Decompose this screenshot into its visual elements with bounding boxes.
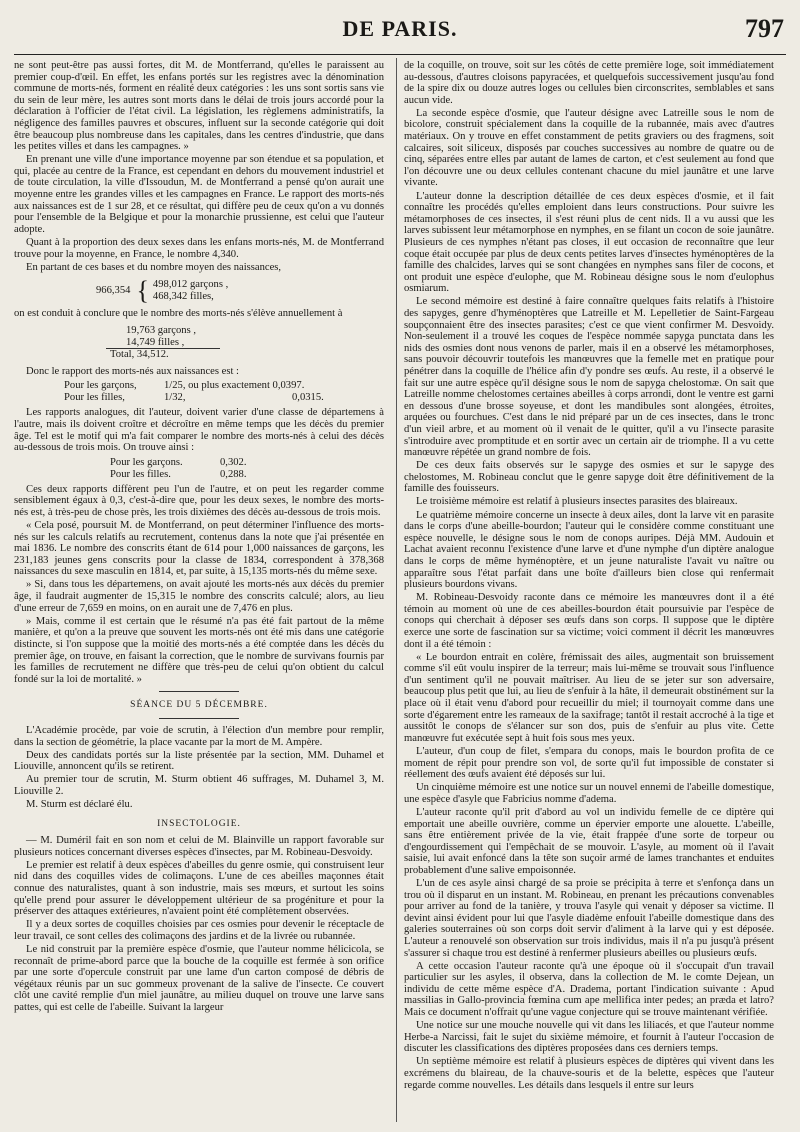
ratio-girls-label: Pour les filles, bbox=[64, 392, 125, 404]
stillborn-girls: 14,749 filles , bbox=[126, 336, 185, 348]
paragraph: — M. Duméril fait en son nom et celui de M. Blainville un rapport favorable sur plusieurs notices concernant diverses espèces d'insectes, par M. Robineau-Desvoidy. bbox=[14, 835, 384, 858]
births-girls: 468,342 filles, bbox=[152, 290, 214, 302]
paragraph: Un cinquième mémoire est une notice sur un nouvel ennemi de l'abeille domestique, une espèce d'asyle que Fabricius nomme d'adema. bbox=[404, 782, 774, 805]
paragraph: L'un de ces asyle ainsi chargé de sa proie se précipita à terre et s'enfonça dans un trou où il disparut en un instant. M. Robineau, en prenant les précautions convenables pour arriver au fond de la tanière, y trouva l'asyle qui venait y déposer sa victime. Il devint ainsi évident pour lui que l'asyle diadème enfouit l'abeille domestique dans des galeries souterraines où son corps doit servir d'aliment à la larve qui y est déposée. L'auteur a renouvelé son observation sur trois individus, mais il n'a pu jusqu'à présent s'assurer si chaque trou est destiné à renfermer plusieurs abeilles ou plusieurs œufs. bbox=[404, 877, 774, 959]
stillborn-total: Total, 34,512. bbox=[106, 348, 220, 361]
paragraph: En partant de ces bases et du nombre moyen des naissances, bbox=[26, 261, 282, 273]
paragraph: ne sont peut-être pas aussi fortes, dit M. de Montferrand, qu'elles le paraissent au premier coup-d'œil. En effet, les enfans portés sur les registres avec la dénomination commune de morts-nés, forment en réalité deux catégories : les uns sont sortis sans vie du sein de leur mère, les autres sont morts dans le délai de trois jours accordé pour la déclaration à l'officier de l'état civil. La législation, les règlemens administratifs, la négligence des familles pauvres et obscures, influent sur la seconde catégorie qui doit être beaucoup plus nombreuse dans les capitales, dans les centres d'industrie, que dans les petites villes et dans les campagnes. » bbox=[14, 60, 384, 153]
paragraph: Les rapports analogues, dit l'auteur, doivent varier d'une classe de départemens à l'autre, mais ils doivent croître et décroître en même temps que les décès du premier âge. Tel est le motif qui m'a fait comparer le nombre des morts-nés à celui des décès au-dessous de trois mois. On trouve ainsi : bbox=[14, 407, 384, 454]
paragraph: En prenant une ville d'une importance moyenne par son étendue et sa population, et qui, placée au centre de la France, est cependant en dehors du mouvement industriel et de toute circulation, la ville d'Issoudun, M. de Montferrand a pensé qu'on aurait une moyenne entre les grandes villes et les campagnes en France. Le rapport des morts-nés aux naissances est de 1 sur 28, et ce résultat, qui diffère peu de ceux qu'on a vu donnés pour l'ensemble de la Belgique et pour la monarchie prussienne, est celui que l'auteur adopte. bbox=[14, 154, 384, 235]
column-divider bbox=[396, 58, 397, 1122]
left-column bbox=[14, 60, 384, 1120]
paragraph: L'Académie procède, par voie de scrutin, à l'élection d'un membre pour remplir, dans la section de géométrie, la place vacante par la mort de M. Ampère. bbox=[14, 724, 384, 748]
paragraph: « Le bourdon entrait en colère, frémissait des ailes, augmentait son bruissement comme s'il eût voulu inspirer de la terreur; mais lui-même se trouvait sous l'influence d'un sentiment qu'il ne pouvait maîtriser. Au lieu de se jeter sur son adversaire, beaucoup plus petit que lui, au lieu de s'enfuir à la hâte, il demeurait obstinément sur la place où il était venu d'abord pour recueillir du miel; il tournoyait comme dans une sorte d'égarement entre les rameaux de la saxifrage; tantôt il restait accroché à la tige et aussitôt le conops de s'élancer sur son dos, puis de s'enfuir au plus vite. Cette manœuvre fut exécutée sept à huit fois sous mes yeux. bbox=[404, 651, 774, 744]
paragraph: Le premier est relatif à deux espèces d'abeilles du genre osmie, qui construisent leur nid dans des coquilles vides de colimaçons. L'une de ces abeilles maçonnes était connue des naturalistes, quant à son industrie, mais ses mœurs, et surtout les soins qu'elle prend pour assurer le développement ultérieur de sa progéniture et pour la préserver des attaques extérieures, n'avaient point été complètement observées. bbox=[14, 859, 384, 918]
header-rule bbox=[14, 54, 786, 55]
paragraph: L'auteur donne la description détaillée de ces deux espèces d'osmie, et il fait connaître les procédés qu'elles emploient dans leurs constructions. Pour suivre les métamorphoses de ces insectes, il s'est réuni plus de cent nids. Il a vu aussi que les larves subissent leur métamorphose en nymphes, en se filant un cocon de soie jaunâtre. Plusieurs de ces nymphes n'étant pas closes, il eut occasion de reconnaître que leur coque était occupée par plus de deux cents petites larves d'insectes hyménoptères de la famille des chalcides, larves qui se sont changées en nymphes sans filer de cocons, et ont produit une espèce d'eulophe, que M. Robineau désigne sous le nom d'eulophus osmiarum. bbox=[404, 190, 774, 295]
paragraph: Il y a deux sortes de coquilles choisies par ces osmies pour devenir le réceptacle de leur travail, ce sont celles des colimaçons des jardins et de la livrée ou rubannée. bbox=[14, 919, 384, 942]
brace-glyph: { bbox=[136, 275, 149, 305]
running-title: DE PARIS. bbox=[342, 16, 458, 41]
running-header bbox=[14, 14, 786, 48]
paragraph: « Cela posé, poursuit M. de Montferrand, on peut déterminer l'influence des morts-nés sur les calculs relatifs au recrutement, contenus dans la note que j'ai présentée en mai 1836. Le nombre des conscrits étant de 614 pour 1,000 naissances de garçons, les 231,183 jeunes gens conscrits pour la classe de 1834, correspondent à 378,368 naissances du sexe masculin en 1814, et, par suite, à 15,135 morts-nés du même sexe. bbox=[14, 520, 384, 578]
ratio-boys-value: 1/25, ou plus exactement 0,0397. bbox=[164, 380, 305, 392]
page-number: 797 bbox=[745, 14, 784, 43]
paragraph: Donc le rapport des morts-nés aux naissances est : bbox=[26, 365, 239, 377]
insectologie-heading: INSECTOLOGIE. bbox=[157, 818, 241, 829]
paragraph: La seconde espèce d'osmie, que l'auteur désigne avec Latreille sous le nom de bicolore, construit spécialement dans la coquille de la rubannée, mais avec d'autres matériaux. On y trouve en effet constamment de petits graviers ou des fragmens, soit calcaires, soit siliceux, disposés par couches successives au nombre de quatre ou de cinq, séparées entre elles par autant de lames de carton, et c'est seulement au fond que l'on découvre une ou deux cellules contenant chacune du miel jaunâtre et une larve vivante. bbox=[404, 107, 774, 189]
deces-ratio-table bbox=[14, 457, 384, 481]
ratio-table bbox=[14, 380, 384, 404]
paragraph: Deux des candidats portés sur la liste présentée par la section, MM. Duhamel et Liouville, annoncent qu'ils se retirent. bbox=[14, 749, 384, 773]
paragraph: Le nid construit par la première espèce d'osmie, que l'auteur nomme hélicicola, se reconnaît de prime-abord parce que la bouche de la coquille est fermée à son orifice par une sorte d'opercule construit par une lame d'un carton composé de débris de végétaux réunis par un suc gommeux provenant de la salive de l'insecte. Ce couvert clôt une cavité remplie d'un miel jaunâtre, au milieu duquel on trouve une larve sans pattes, qui est celle de l'abeille. Suivant la largeur bbox=[14, 944, 384, 1013]
paragraph: Ces deux rapports diffèrent peu l'un de l'autre, et on peut les regarder comme sensiblement égaux à 0,3, c'est-à-dire que, pour les deux sexes, le nombre des morts-nés est, à très-peu de chose près, les trois dixièmes des décès au-dessous de trois mois. bbox=[14, 483, 384, 518]
paragraph: Le second mémoire est destiné à faire connaître quelques faits relatifs à l'histoire des sapyges, genre d'hyménoptères que Latreille et M. Lepelletier de Saint-Fargeau soupçonnaient être des insectes parasites; c'est ce que vient confirmer M. Desvoidy. Non-seulement il a trouvé les coques de l'espèce nommée sapyga punctata dans les nids des osmies dont nous venons de parler, mais il en a observé les métamorphoses, sans pouvoir découvrir toutefois les manœuvres que la femelle met en pratique pour pénétrer dans la coquille de l'hélice afin d'y pondre ses œufs. Au reste, il a observé le fait sur une autre espèce qu'il désigne sous le nom de sapyga chelostomæ. On sait que Latreille nomme chelostomes certaines abeilles à corps arrondi, dont le ventre est garni en dessous d'une brosse soyeuse, et dont les mandibules sont alongées, étroites, arquées ou fourchues. C'est dans le nid préparé par un de ces insectes, dans le tronc d'un vieil arbre, et au moment où il venait de le quitter, qu'il a vu l'insecte parasite s'introduire avec promptitude et en sortir avec un certain air de triomphe. Il a vu cette manœuvre répétée un grand nombre de fois. bbox=[404, 296, 774, 459]
paragraph: de la coquille, on trouve, soit sur les côtés de cette première loge, soit immédiatement au-dessous, d'autres cloisons papyracées, et quelquefois successivement jusqu'au fond de la spire dix ou douze autres loges ou cellules bien circonscrites, semblables et sans aucun vide. bbox=[404, 60, 774, 106]
ratio-girls-exact: 0,0315. bbox=[292, 392, 324, 404]
stillborn-table bbox=[14, 325, 384, 361]
births-total: 966,354 bbox=[96, 284, 131, 296]
paragraph: L'auteur, d'un coup de filet, s'empara du conops, mais le bourdon profita de ce moment de répit pour prendre son vol, de sorte qu'il fut impossible de constater si réellement des œufs avaient été déposés sur lui. bbox=[404, 745, 774, 781]
paragraph: Quant à la proportion des deux sexes dans les enfans morts-nés, M. de Montferrand trouve pour la moyenne, en France, le nombre 4,340. bbox=[14, 236, 384, 260]
births-table bbox=[14, 275, 384, 305]
paragraph: on est conduit à conclure que le nombre des morts-nés s'élève annuellement à bbox=[14, 308, 343, 320]
deces-boys-value: 0,302. bbox=[220, 456, 247, 468]
deces-boys-label: Pour les garçons. bbox=[110, 456, 183, 468]
paragraph: Le quatrième mémoire concerne un insecte à deux ailes, dont la larve vit en parasite dans le corps d'une abeille-bourdon; l'auteur qui le considère comme constituant une espèce nouvelle, le désigne sous le nom de conops auripes. Déjà MM. Audouin et Lachat avaient reconnu l'existence d'une larve et d'une nymphe d'un diptère analogue dans le corps de même hyménoptère, et un jeune naturaliste l'avait vu naître ou apparaître sous l'état parfait dans une boîte d'ailleurs bien close qui renfermait plusieurs bourdons vivans. bbox=[404, 509, 774, 591]
paragraph: De ces deux faits observés sur le sapyge des osmies et sur le sapyge des chelostomes, M. Robineau conclut que le genre sapyge doit être définitivement de la famille des fouisseurs. bbox=[404, 460, 774, 495]
paragraph: » Mais, comme il est certain que le résumé n'a pas été fait partout de la même manière, et qu'on a la preuve que souvent les morts-nés ont été mis dans une catégorie distincte, si l'on suppose que la moitié des morts-nés a été comptée dans les décès du premier âge, on trouve, en faisant la correction, que le nombre de survivans fournis par les familles de recrutement ne diffère que très-peu de celui qu'on obtient du calcul fondé sur la loi de mortalité. » bbox=[14, 615, 384, 685]
births-boys: 498,012 garçons , bbox=[152, 279, 229, 291]
paragraph: M. Robineau-Desvoidy raconte dans ce mémoire les manœuvres dont il a été témoin au moment où une de ces abeilles-bourdon était poursuivie par l'espèce de conops qui cherchait à déposer ses œufs dans son corps. Il suppose que le diptère exerce une sorte de fascination sur sa victime; voici comment il décrit les manœuvres dont il a été témoin : bbox=[404, 592, 774, 650]
paragraph: Au premier tour de scrutin, M. Sturm obtient 46 suffrages, M. Duhamel 3, M. Liouville 2. bbox=[14, 774, 384, 797]
ratio-boys-label: Pour les garçons, bbox=[64, 380, 137, 392]
paragraph: M. Sturm est déclaré élu. bbox=[26, 798, 133, 810]
paragraph: Une notice sur une mouche nouvelle qui vit dans les liliacés, et que l'auteur nomme Herbe-a Narcissi, fait le sujet du sixième mémoire, et fournit à l'auteur l'occasion de discuter les classifications des diptères proposées dans ces derniers temps. bbox=[404, 1020, 774, 1055]
stillborn-boys: 19,763 garçons , bbox=[126, 324, 197, 336]
paragraph: Un septième mémoire est relatif à plusieurs espèces de diptères qui vivent dans les excrémens du blaireau, de la chauve-souris et de la belette, espèces que l'auteur regarde comme nouvelles. Les détails dans lesquels il entre sur leurs bbox=[404, 1056, 774, 1091]
paragraph: A cette occasion l'auteur raconte qu'à une époque où il s'occupait d'un travail particulier sur les asyles, il observa, dans la collection de M. le comte Dejean, un individu de cette même espèce d'A. Dradema, portant l'indication suivante : Apud massilias in Gallo-provincia fœmina cum ape mellifica inter pedes; an præda et latro? Mais ce document n'offrait qu'une vague conjecture qui se trouve maintenant vérifiée. bbox=[404, 960, 774, 1018]
deces-girls-label: Pour les filles. bbox=[110, 468, 171, 480]
section-rule bbox=[159, 718, 239, 719]
seance-heading: SÉANCE DU 5 DÉCEMBRE. bbox=[130, 700, 268, 711]
right-column bbox=[404, 60, 774, 1120]
paragraph: » Si, dans tous les départemens, on avait ajouté les morts-nés aux décès du premier âge, il faudrait augmenter de 15,315 le nombre des conscrits calculé; alors, au lieu d'une erreur de 7,659 en moins, on en aurait une de 7,476 en plus. bbox=[14, 579, 384, 614]
ratio-girls-value: 1/32, bbox=[164, 392, 186, 404]
paragraph: L'auteur raconte qu'il prit d'abord au vol un individu femelle de ce diptère qui emportait une abeille ouvrière, comme un épervier emporte une alouette. L'abeille, sans être entièrement privée de la vie, était frappée d'une sorte de torpeur ou d'engourdissement qui l'empêchait de se mouvoir. L'asyle, au moment où il l'avait saisie, lui avait enfoncé dans la tête son suçoir armé de lames tranchantes et enduites probablement d'une salive empoisonnée. bbox=[404, 806, 774, 876]
deces-girls-value: 0,288. bbox=[220, 468, 247, 480]
paragraph: Le troisième mémoire est relatif à plusieurs insectes parasites des blaireaux. bbox=[416, 496, 738, 508]
section-rule bbox=[159, 691, 239, 692]
